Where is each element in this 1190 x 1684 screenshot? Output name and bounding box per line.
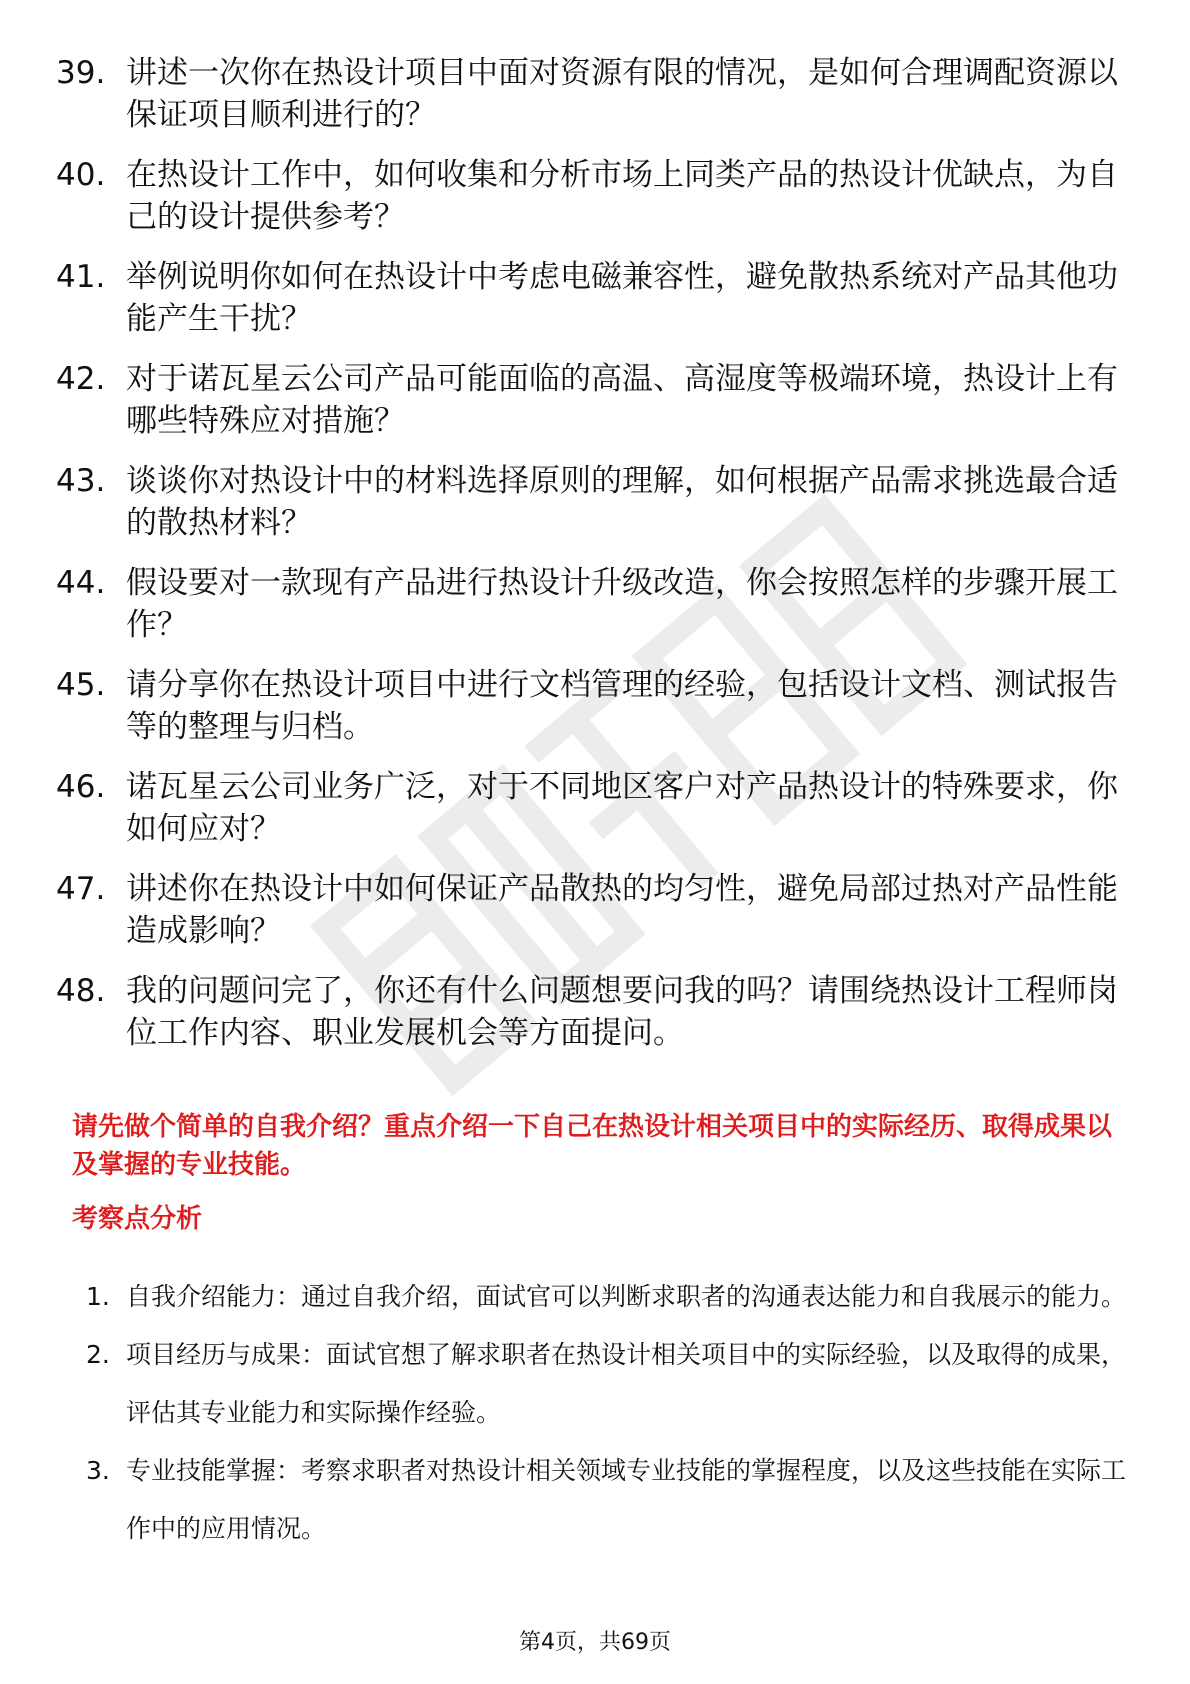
question-text: 对于诺瓦星云公司产品可能面临的高温、高湿度等极端环境，热设计上有哪些特殊应对措施？: [126, 361, 1118, 439]
question-text: 举例说明你如何在热设计中考虑电磁兼容性，避免散热系统对产品其他功能产生干扰？: [126, 259, 1118, 337]
point-number: 1.: [86, 1282, 110, 1311]
list-item: [56, 154, 1136, 238]
highlight-question: 请先做个简单的自我介绍？重点介绍一下自己在热设计相关项目中的实际经历、取得成果以及掌握的专业技能。: [72, 1112, 1113, 1180]
list-item: [86, 1268, 1126, 1326]
point-text: 专业技能掌握：考察求职者对热设计相关领域专业技能的掌握程度，以及这些技能在实际工作中的应用情况。: [126, 1456, 1127, 1543]
point-number: 2.: [86, 1340, 110, 1369]
list-item: [56, 664, 1136, 748]
question-text: 在热设计工作中，如何收集和分析市场上同类产品的热设计优缺点，为自己的设计提供参考？: [126, 157, 1118, 235]
point-text: 自我介绍能力：通过自我介绍，面试官可以判断求职者的沟通表达能力和自我展示的能力。: [126, 1282, 1127, 1311]
point-number: 3.: [86, 1456, 110, 1485]
question-number: 42.: [56, 361, 106, 397]
list-item: [56, 970, 1136, 1054]
question-number: 47.: [56, 871, 106, 907]
page-footer: 第4页，共69页: [519, 1630, 671, 1655]
question-number: 40.: [56, 157, 106, 193]
list-item: [86, 1326, 1126, 1442]
question-number: 39.: [56, 55, 106, 91]
list-item: [56, 52, 1136, 136]
question-number: 41.: [56, 259, 106, 295]
question-text: 假设要对一款现有产品进行热设计升级改造，你会按照怎样的步骤开展工作？: [126, 565, 1118, 643]
question-text: 请分享你在热设计项目中进行文档管理的经验，包括设计文档、测试报告等的整理与归档。: [126, 667, 1118, 745]
list-item: [56, 868, 1136, 952]
list-item: [56, 358, 1136, 442]
question-number: 43.: [56, 463, 106, 499]
question-number: 46.: [56, 769, 106, 805]
list-item: [56, 460, 1136, 544]
question-text: 讲述一次你在热设计项目中面对资源有限的情况，是如何合理调配资源以保证项目顺利进行的？: [126, 55, 1118, 133]
list-item: [86, 1442, 1126, 1558]
analysis-heading: 考察点分析: [72, 1204, 203, 1234]
question-text: 诺瓦星云公司业务广泛，对于不同地区客户对产品热设计的特殊要求，你如何应对？: [126, 769, 1118, 847]
question-number: 48.: [56, 973, 106, 1009]
question-number: 44.: [56, 565, 106, 601]
question-number: 45.: [56, 667, 106, 703]
list-item: [56, 256, 1136, 340]
list-item: [56, 766, 1136, 850]
list-item: [56, 562, 1136, 646]
question-list: [56, 52, 1136, 1072]
point-text: 项目经历与成果：面试官想了解求职者在热设计相关项目中的实际经验，以及取得的成果，评估其专业能力和实际操作经验。: [126, 1340, 1127, 1427]
question-text: 谈谈你对热设计中的材料选择原则的理解，如何根据产品需求挑选最合适的散热材料？: [126, 463, 1118, 541]
question-text: 讲述你在热设计中如何保证产品散热的均匀性，避免局部过热对产品性能造成影响？: [126, 871, 1118, 949]
question-text: 我的问题问完了，你还有什么问题想要问我的吗？请围绕热设计工程师岗位工作内容、职业发展机会等方面提问。: [126, 973, 1118, 1051]
analysis-list: [86, 1268, 1126, 1558]
